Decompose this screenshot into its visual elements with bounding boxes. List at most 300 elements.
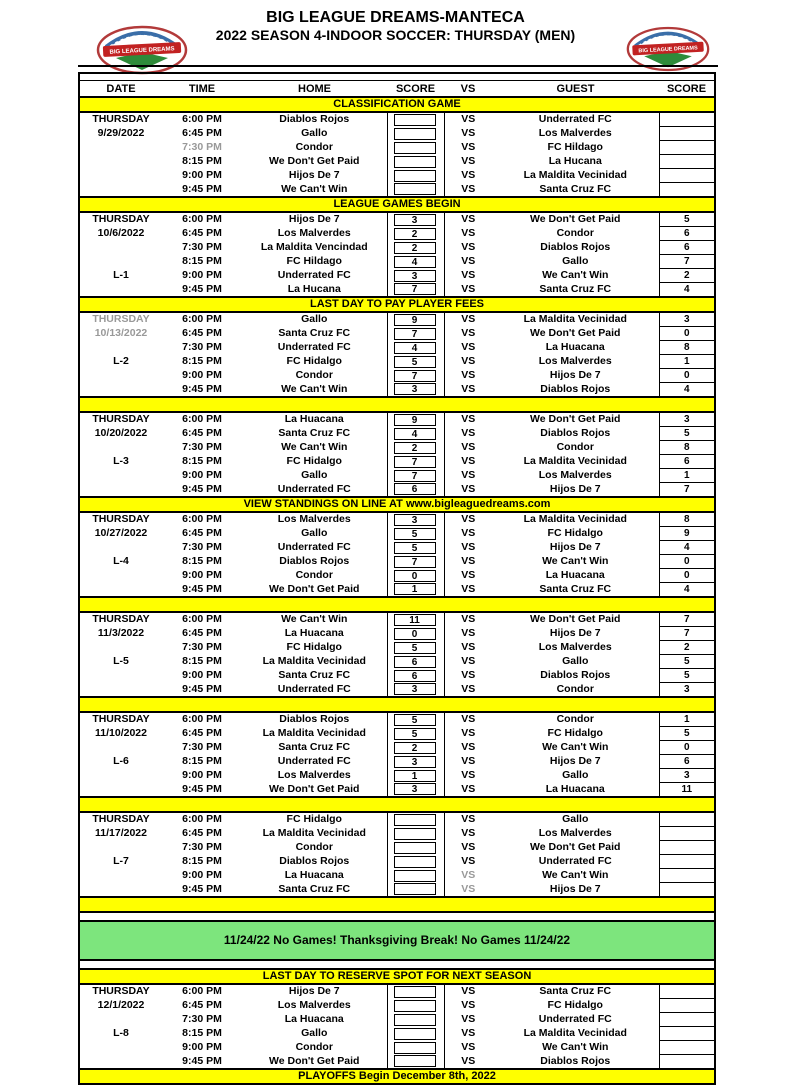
game-row <box>79 341 715 355</box>
home-score-box <box>394 828 436 840</box>
date-cell: L-2 <box>113 355 129 367</box>
time-cell: 6:00 PM <box>182 213 222 226</box>
date-cell <box>79 569 162 583</box>
home-score-box <box>394 856 436 868</box>
date-cell <box>79 241 162 255</box>
vs-cell: VS <box>444 855 492 869</box>
date-cell <box>79 341 162 355</box>
date-cell <box>79 583 162 598</box>
guest-score-cell: 3 <box>659 683 715 698</box>
home-team-cell: Gallo <box>242 527 387 541</box>
banner-row <box>79 597 715 612</box>
home-team-cell: Diablos Rojos <box>242 555 387 569</box>
guest-score-cell <box>659 183 715 198</box>
home-team-cell: La Maldita Vecinidad <box>242 655 387 669</box>
home-score-box <box>394 870 436 882</box>
guest-score-cell: 4 <box>659 541 715 555</box>
time-cell: 6:00 PM <box>182 813 222 826</box>
section-banner <box>79 597 715 612</box>
home-score-box: 11 <box>394 614 436 626</box>
home-score-cell <box>387 769 444 783</box>
home-score-box <box>394 842 436 854</box>
game-row <box>79 627 715 641</box>
home-score-cell <box>387 269 444 283</box>
banner-row <box>79 197 715 212</box>
home-score-cell <box>387 183 444 198</box>
vs-cell: VS <box>444 1027 492 1041</box>
date-cell <box>79 469 162 483</box>
time-cell: 9:45 PM <box>182 182 222 195</box>
time-cell: 7:30 PM <box>182 141 222 153</box>
home-score-cell <box>387 241 444 255</box>
home-team-cell: Condor <box>242 141 387 155</box>
home-score-box: 5 <box>394 642 436 654</box>
game-row <box>79 169 715 183</box>
date-cell <box>79 869 162 883</box>
guest-team-cell: Condor <box>556 227 594 239</box>
time-cell: 9:45 PM <box>182 282 222 295</box>
vs-cell: VS <box>444 641 492 655</box>
home-score-box: 5 <box>394 542 436 554</box>
banner-spacer <box>79 912 715 921</box>
guest-score-cell <box>659 1041 715 1055</box>
date-cell <box>79 183 162 198</box>
home-score-cell <box>387 541 444 555</box>
time-cell: 6:45 PM <box>182 227 222 239</box>
guest-score-cell <box>659 127 715 141</box>
home-team-cell: FC Hidalgo <box>242 355 387 369</box>
home-score-cell <box>387 255 444 269</box>
vs-cell: VS <box>444 999 492 1013</box>
banner-row <box>79 797 715 812</box>
vs-cell: VS <box>444 369 492 383</box>
game-row <box>79 683 715 698</box>
home-score-cell <box>387 312 444 327</box>
banner-row <box>79 960 715 969</box>
home-score-cell <box>387 169 444 183</box>
guest-team-cell: Hijos De 7 <box>549 369 601 381</box>
banner-row <box>79 497 715 512</box>
guest-team-cell: La Maldita Vecinidad <box>523 169 627 181</box>
home-score-cell <box>387 741 444 755</box>
vs-cell: VS <box>444 841 492 855</box>
time-cell: 7:30 PM <box>182 541 222 553</box>
guest-team-cell: We Don't Get Paid <box>530 413 621 426</box>
home-score-box <box>394 183 436 195</box>
home-score-box: 0 <box>394 628 436 640</box>
vs-cell: VS <box>444 283 492 298</box>
guest-score-cell: 4 <box>659 283 715 298</box>
home-score-cell <box>387 1041 444 1055</box>
guest-score-cell: 4 <box>659 383 715 398</box>
time-cell: 9:45 PM <box>182 582 222 595</box>
vs-cell: VS <box>444 769 492 783</box>
time-cell: 9:00 PM <box>182 269 222 281</box>
home-score-cell <box>387 483 444 498</box>
guest-score-cell <box>659 812 715 827</box>
time-cell: 9:45 PM <box>182 682 222 695</box>
home-score-cell <box>387 369 444 383</box>
time-cell: 6:00 PM <box>182 413 222 426</box>
guest-score-cell <box>659 169 715 183</box>
home-score-box: 3 <box>394 514 436 526</box>
game-row <box>79 555 715 569</box>
home-team-cell: We Don't Get Paid <box>242 783 387 798</box>
guest-team-cell: We Can't Win <box>542 869 609 881</box>
guest-score-cell: 5 <box>659 212 715 227</box>
home-score-box: 3 <box>394 783 436 795</box>
game-row <box>79 783 715 798</box>
vs-cell: VS <box>444 227 492 241</box>
date-cell <box>79 883 162 898</box>
guest-team-cell: Gallo <box>562 255 589 267</box>
home-team-cell: Los Malverdes <box>242 227 387 241</box>
guest-team-cell: Condor <box>556 682 594 695</box>
home-score-cell <box>387 669 444 683</box>
home-score-cell <box>387 627 444 641</box>
vs-cell: VS <box>444 712 492 727</box>
banner-row <box>79 697 715 712</box>
guest-team-cell: We Can't Win <box>542 741 609 753</box>
date-cell <box>79 683 162 698</box>
guest-score-cell: 6 <box>659 455 715 469</box>
home-team-cell: La Huacana <box>242 412 387 427</box>
vs-cell: VS <box>444 427 492 441</box>
date-cell: THURSDAY <box>92 213 150 226</box>
game-row <box>79 141 715 155</box>
game-row <box>79 427 715 441</box>
time-cell: 9:45 PM <box>182 382 222 395</box>
guest-team-cell: We Can't Win <box>542 269 609 281</box>
home-score-box <box>394 1028 436 1040</box>
home-score-box: 5 <box>394 714 436 726</box>
guest-team-cell: La Maldita Vecinidad <box>523 513 627 526</box>
game-row <box>79 1055 715 1070</box>
home-team-cell: La Maldita Vecinidad <box>242 827 387 841</box>
time-cell: 6:45 PM <box>182 527 222 539</box>
time-cell: 6:00 PM <box>182 613 222 626</box>
date-cell <box>79 483 162 498</box>
section-banner <box>79 397 715 412</box>
home-score-box <box>394 114 436 126</box>
game-row <box>79 441 715 455</box>
home-team-cell: La Huacana <box>242 869 387 883</box>
game-row <box>79 612 715 627</box>
date-cell: THURSDAY <box>92 413 150 426</box>
game-row <box>79 369 715 383</box>
home-score-box: 7 <box>394 328 436 340</box>
vs-cell: VS <box>444 812 492 827</box>
date-cell: 11/17/2022 <box>95 827 147 839</box>
vs-cell: VS <box>444 269 492 283</box>
home-team-cell: Santa Cruz FC <box>242 669 387 683</box>
date-cell: THURSDAY <box>92 313 150 326</box>
vs-cell: VS <box>444 1041 492 1055</box>
guest-team-cell: Diablos Rojos <box>540 241 611 253</box>
time-cell: 6:45 PM <box>182 827 222 839</box>
home-score-cell <box>387 212 444 227</box>
guest-team-cell: Diablos Rojos <box>540 382 611 395</box>
time-cell: 9:00 PM <box>182 369 222 381</box>
home-team-cell: FC Hidalgo <box>242 812 387 827</box>
section-banner[interactable]: VIEW STANDINGS ON LINE AT www.bigleaguedreams.com <box>79 497 715 512</box>
date-cell <box>79 1055 162 1070</box>
home-team-cell: We Can't Win <box>242 612 387 627</box>
time-cell: 9:45 PM <box>182 882 222 895</box>
time-cell: 7:30 PM <box>182 741 222 753</box>
guest-team-cell: FC Hidalgo <box>547 727 603 739</box>
guest-team-cell: Santa Cruz FC <box>539 582 612 595</box>
vs-cell: VS <box>444 127 492 141</box>
vs-cell: VS <box>444 383 492 398</box>
game-row <box>79 827 715 841</box>
home-score-box <box>394 142 436 154</box>
vs-cell: VS <box>444 984 492 999</box>
home-team-cell: Los Malverdes <box>242 769 387 783</box>
vs-cell: VS <box>444 212 492 227</box>
guest-score-cell: 8 <box>659 341 715 355</box>
home-score-cell <box>387 341 444 355</box>
home-team-cell: We Don't Get Paid <box>242 1055 387 1070</box>
home-score-cell <box>387 855 444 869</box>
game-row <box>79 327 715 341</box>
date-cell: L-6 <box>113 755 129 767</box>
col-header-guest: GUEST <box>492 81 659 98</box>
guest-team-cell: Hijos De 7 <box>549 755 601 767</box>
guest-score-cell: 6 <box>659 241 715 255</box>
home-score-box <box>394 986 436 998</box>
home-team-cell: Santa Cruz FC <box>242 327 387 341</box>
guest-score-cell: 1 <box>659 469 715 483</box>
date-cell: THURSDAY <box>92 613 150 626</box>
big-league-dreams-logo-icon <box>96 25 188 75</box>
guest-team-cell: Underrated FC <box>538 855 612 867</box>
section-banner: LAST DAY TO RESERVE SPOT FOR NEXT SEASON <box>79 969 715 984</box>
home-team-cell: Gallo <box>242 469 387 483</box>
guest-team-cell: FC Hidalgo <box>547 527 603 539</box>
page-title: BIG LEAGUE DREAMS-MANTECA <box>266 9 525 26</box>
section-banner <box>79 697 715 712</box>
vs-cell: VS <box>444 527 492 541</box>
home-score-cell <box>387 427 444 441</box>
home-team-cell: Condor <box>242 369 387 383</box>
game-row <box>79 241 715 255</box>
home-score-box: 1 <box>394 583 436 595</box>
game-row <box>79 669 715 683</box>
home-score-box: 6 <box>394 656 436 668</box>
home-team-cell: Santa Cruz FC <box>242 427 387 441</box>
date-cell <box>79 255 162 269</box>
section-banner: CLASSIFICATION GAME <box>79 97 715 112</box>
guest-score-cell: 5 <box>659 727 715 741</box>
vs-cell: VS <box>444 141 492 155</box>
guest-score-cell <box>659 1013 715 1027</box>
game-row <box>79 255 715 269</box>
home-score-cell <box>387 555 444 569</box>
home-score-cell <box>387 999 444 1013</box>
home-score-cell <box>387 641 444 655</box>
vs-cell: VS <box>444 583 492 598</box>
home-score-box <box>394 156 436 168</box>
home-score-box <box>394 170 436 182</box>
guest-team-cell: Los Malverdes <box>538 641 612 653</box>
home-team-cell: La Huacana <box>242 1013 387 1027</box>
home-score-box: 0 <box>394 570 436 582</box>
banner-row <box>79 297 715 312</box>
time-cell: 9:45 PM <box>182 1054 222 1067</box>
time-cell: 6:45 PM <box>182 727 222 739</box>
guest-team-cell: Santa Cruz FC <box>539 182 612 195</box>
vs-cell: VS <box>444 741 492 755</box>
date-cell: 11/3/2022 <box>97 627 145 639</box>
date-cell: THURSDAY <box>92 813 150 826</box>
vs-cell: VS <box>444 827 492 841</box>
guest-score-cell <box>659 869 715 883</box>
svg-text:BIG LEAGUE DREAMS: BIG LEAGUE DREAMS <box>638 45 698 55</box>
vs-cell: VS <box>444 312 492 327</box>
home-team-cell: Underrated FC <box>242 269 387 283</box>
guest-team-cell: La Hucana <box>548 155 602 167</box>
vs-cell: VS <box>444 327 492 341</box>
date-cell: 12/1/2022 <box>97 999 145 1011</box>
game-row <box>79 841 715 855</box>
vs-cell: VS <box>444 512 492 527</box>
home-score-box: 5 <box>394 728 436 740</box>
home-score-box: 3 <box>394 683 436 695</box>
guest-score-cell: 11 <box>659 783 715 798</box>
home-score-cell <box>387 655 444 669</box>
home-team-cell: Diablos Rojos <box>242 712 387 727</box>
guest-score-cell <box>659 141 715 155</box>
guest-score-cell <box>659 999 715 1013</box>
guest-score-cell <box>659 1027 715 1041</box>
date-cell <box>79 783 162 798</box>
guest-score-cell <box>659 841 715 855</box>
vs-cell: VS <box>444 669 492 683</box>
home-team-cell: We Can't Win <box>242 441 387 455</box>
date-cell: THURSDAY <box>92 513 150 526</box>
time-cell: 9:00 PM <box>182 469 222 481</box>
date-cell: THURSDAY <box>92 113 150 126</box>
home-score-box <box>394 128 436 140</box>
home-score-cell <box>387 612 444 627</box>
home-team-cell: Diablos Rojos <box>242 112 387 127</box>
guest-team-cell: Diablos Rojos <box>540 1054 611 1067</box>
time-cell: 6:00 PM <box>182 985 222 998</box>
time-cell: 9:45 PM <box>182 482 222 495</box>
banner-row <box>79 969 715 984</box>
guest-score-cell: 5 <box>659 669 715 683</box>
home-team-cell: Gallo <box>242 127 387 141</box>
vs-cell: VS <box>444 541 492 555</box>
game-row <box>79 712 715 727</box>
guest-score-cell: 5 <box>659 427 715 441</box>
game-row <box>79 769 715 783</box>
home-score-box <box>394 814 436 826</box>
game-row <box>79 455 715 469</box>
game-row <box>79 469 715 483</box>
guest-score-cell: 3 <box>659 312 715 327</box>
guest-score-cell: 4 <box>659 583 715 598</box>
guest-team-cell: La Maldita Vecinidad <box>523 1027 627 1039</box>
game-row <box>79 812 715 827</box>
home-score-cell <box>387 455 444 469</box>
home-team-cell: FC Hidalgo <box>242 455 387 469</box>
home-score-box: 4 <box>394 256 436 268</box>
home-team-cell: Gallo <box>242 1027 387 1041</box>
vs-cell: VS <box>444 341 492 355</box>
vs-cell: VS <box>444 869 492 883</box>
home-score-cell <box>387 1013 444 1027</box>
date-cell: THURSDAY <box>92 985 150 998</box>
time-cell: 7:30 PM <box>182 441 222 453</box>
section-banner: PLAYOFFS Begin December 8th, 2022 <box>79 1069 715 1084</box>
vs-cell: VS <box>444 412 492 427</box>
home-score-cell <box>387 512 444 527</box>
svg-text:BIG LEAGUE DREAMS: BIG LEAGUE DREAMS <box>109 46 175 56</box>
date-cell: 11/10/2022 <box>95 727 147 739</box>
home-team-cell: La Maldita Vencindad <box>242 241 387 255</box>
page-subtitle: 2022 SEASON 4-INDOOR SOCCER: THURSDAY (MEN) <box>215 27 576 43</box>
time-cell: 7:30 PM <box>182 641 222 653</box>
vs-cell: VS <box>444 883 492 898</box>
guest-score-cell: 8 <box>659 441 715 455</box>
home-score-box: 7 <box>394 370 436 382</box>
home-score-box <box>394 1000 436 1012</box>
game-row <box>79 155 715 169</box>
home-team-cell: We Can't Win <box>242 183 387 198</box>
game-row <box>79 212 715 227</box>
game-row <box>79 183 715 198</box>
guest-team-cell: We Can't Win <box>542 555 609 567</box>
home-score-box <box>394 1042 436 1054</box>
home-score-box: 3 <box>394 214 436 226</box>
guest-team-cell: Santa Cruz FC <box>539 282 612 295</box>
home-team-cell: Underrated FC <box>242 483 387 498</box>
home-score-box: 4 <box>394 428 436 440</box>
home-score-box: 9 <box>394 414 436 426</box>
home-team-cell: Los Malverdes <box>242 512 387 527</box>
home-score-cell <box>387 883 444 898</box>
guest-score-cell: 3 <box>659 769 715 783</box>
guest-team-cell: Diablos Rojos <box>540 427 611 439</box>
home-team-cell: We Don't Get Paid <box>242 583 387 598</box>
date-cell <box>79 441 162 455</box>
guest-team-cell: FC Hidalgo <box>547 999 603 1011</box>
column-header-row <box>79 81 715 98</box>
guest-score-cell: 0 <box>659 327 715 341</box>
guest-score-cell: 2 <box>659 269 715 283</box>
home-score-cell <box>387 412 444 427</box>
col-header-vs: VS <box>444 81 492 98</box>
home-team-cell: Underrated FC <box>242 683 387 698</box>
home-team-cell: Santa Cruz FC <box>242 741 387 755</box>
guest-score-cell: 2 <box>659 641 715 655</box>
guest-score-cell <box>659 827 715 841</box>
home-team-cell: We Don't Get Paid <box>242 155 387 169</box>
date-cell: L-8 <box>113 1027 129 1039</box>
guest-score-cell <box>659 1055 715 1070</box>
game-row <box>79 727 715 741</box>
game-row <box>79 869 715 883</box>
time-cell: 8:15 PM <box>182 455 222 467</box>
time-cell: 8:15 PM <box>182 1027 222 1039</box>
home-team-cell: FC Hidalgo <box>242 641 387 655</box>
vs-cell: VS <box>444 555 492 569</box>
guest-score-cell: 7 <box>659 483 715 498</box>
guest-score-cell: 6 <box>659 755 715 769</box>
game-row <box>79 855 715 869</box>
